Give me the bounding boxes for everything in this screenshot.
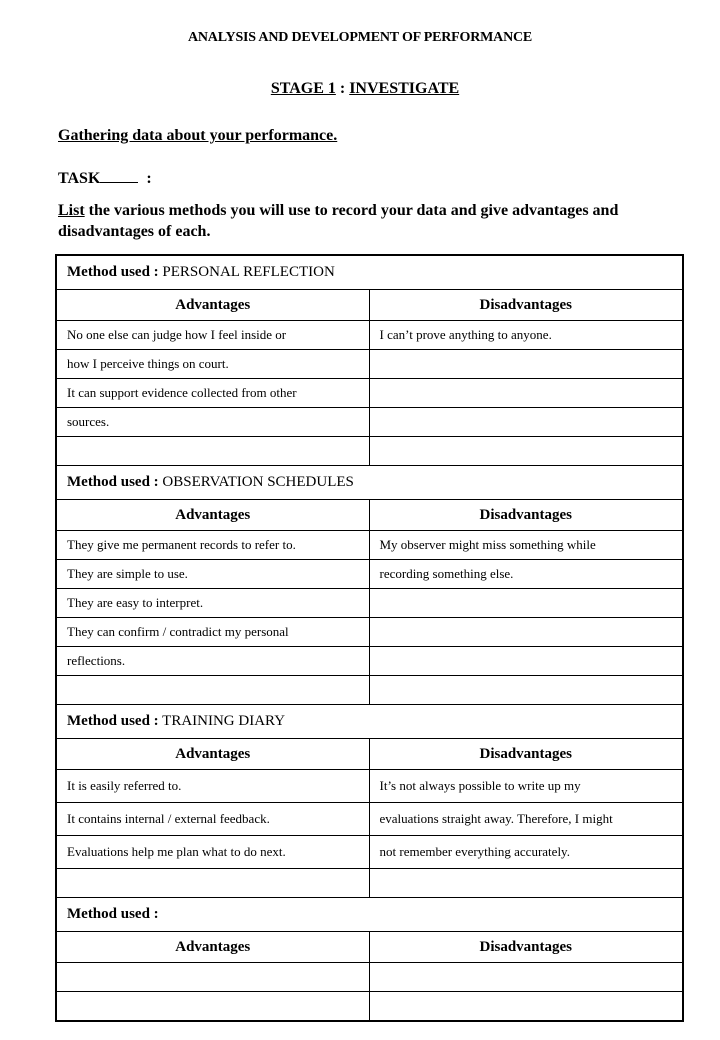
advantage-cell: They are simple to use. xyxy=(56,560,369,589)
task-number-blank xyxy=(100,168,138,183)
table-row xyxy=(56,770,683,803)
table-row xyxy=(56,963,683,992)
stage-name: INVESTIGATE xyxy=(349,80,460,97)
disadvantages-header: Disadvantages xyxy=(369,290,683,321)
table-row xyxy=(56,437,683,466)
method-name: PERSONAL REFLECTION xyxy=(162,264,335,280)
column-header-row xyxy=(56,932,683,963)
disadvantage-cell xyxy=(369,992,683,1022)
advantage-cell: reflections. xyxy=(56,647,369,676)
instruction-rest: the various methods you will use to record your data and give advantages and disadvantages of each. xyxy=(58,202,619,240)
stage-heading xyxy=(0,80,720,98)
table-row xyxy=(56,618,683,647)
disadvantage-cell: My observer might miss something while xyxy=(369,531,683,560)
method-name: TRAINING DIARY xyxy=(162,713,286,729)
disadvantage-cell xyxy=(369,589,683,618)
method-row xyxy=(56,898,683,932)
table-row xyxy=(56,647,683,676)
method-name: OBSERVATION SCHEDULES xyxy=(162,474,354,490)
column-header-row xyxy=(56,500,683,531)
advantages-header: Advantages xyxy=(56,932,369,963)
advantages-header: Advantages xyxy=(56,500,369,531)
table-row xyxy=(56,992,683,1022)
advantage-cell: No one else can judge how I feel inside or xyxy=(56,321,369,350)
advantage-cell xyxy=(56,992,369,1022)
disadvantage-cell: recording something else. xyxy=(369,560,683,589)
table-row xyxy=(56,408,683,437)
advantage-cell xyxy=(56,869,369,898)
disadvantage-cell xyxy=(369,869,683,898)
advantage-cell: They are easy to interpret. xyxy=(56,589,369,618)
disadvantage-cell xyxy=(369,676,683,705)
disadvantage-cell: It’s not always possible to write up my xyxy=(369,770,683,803)
table-row xyxy=(56,676,683,705)
table-row xyxy=(56,803,683,836)
method-label: Method used : xyxy=(67,474,159,490)
stage-label: STAGE 1 xyxy=(270,80,336,97)
disadvantages-header: Disadvantages xyxy=(369,739,683,770)
advantage-cell xyxy=(56,963,369,992)
task-colon: : xyxy=(146,170,152,187)
method-row xyxy=(56,466,683,500)
disadvantage-cell xyxy=(369,437,683,466)
table-row xyxy=(56,379,683,408)
method-cell xyxy=(56,898,683,932)
table-row xyxy=(56,531,683,560)
method-cell xyxy=(56,255,683,290)
instruction-keyword: List xyxy=(58,202,85,219)
method-row xyxy=(56,705,683,739)
stage-separator: : xyxy=(335,80,350,97)
advantage-cell: how I perceive things on court. xyxy=(56,350,369,379)
disadvantage-cell xyxy=(369,350,683,379)
method-row xyxy=(56,255,683,290)
advantage-cell: sources. xyxy=(56,408,369,437)
method-label: Method used : xyxy=(67,713,159,729)
task-line xyxy=(58,168,152,188)
advantage-cell: It is easily referred to. xyxy=(56,770,369,803)
column-header-row xyxy=(56,739,683,770)
disadvantage-cell: I can’t prove anything to anyone. xyxy=(369,321,683,350)
method-label: Method used : xyxy=(67,264,159,280)
method-cell xyxy=(56,705,683,739)
task-label: TASK xyxy=(58,170,101,187)
table-row xyxy=(56,560,683,589)
methods-table-body xyxy=(56,255,683,1021)
table-row xyxy=(56,589,683,618)
advantage-cell: They can confirm / contradict my personal xyxy=(56,618,369,647)
table-row xyxy=(56,836,683,869)
advantage-cell xyxy=(56,676,369,705)
disadvantage-cell xyxy=(369,379,683,408)
advantage-cell: Evaluations help me plan what to do next. xyxy=(56,836,369,869)
method-label: Method used : xyxy=(67,906,159,922)
subtitle: Gathering data about your performance. xyxy=(58,127,338,144)
method-cell xyxy=(56,466,683,500)
disadvantages-header: Disadvantages xyxy=(369,500,683,531)
advantage-cell: It contains internal / external feedback. xyxy=(56,803,369,836)
advantage-cell: It can support evidence collected from other xyxy=(56,379,369,408)
document-title: ANALYSIS AND DEVELOPMENT OF PERFORMANCE xyxy=(187,30,533,45)
advantages-header: Advantages xyxy=(56,290,369,321)
table-row xyxy=(56,869,683,898)
disadvantage-cell xyxy=(369,408,683,437)
disadvantage-cell: not remember everything accurately. xyxy=(369,836,683,869)
advantage-cell: They give me permanent records to refer to. xyxy=(56,531,369,560)
disadvantage-cell: evaluations straight away. Therefore, I might xyxy=(369,803,683,836)
table-row xyxy=(56,321,683,350)
instruction-text xyxy=(58,200,698,242)
table-row xyxy=(56,350,683,379)
disadvantage-cell xyxy=(369,647,683,676)
methods-table xyxy=(55,254,684,1022)
advantages-header: Advantages xyxy=(56,739,369,770)
column-header-row xyxy=(56,290,683,321)
disadvantage-cell xyxy=(369,618,683,647)
disadvantages-header: Disadvantages xyxy=(369,932,683,963)
disadvantage-cell xyxy=(369,963,683,992)
advantage-cell xyxy=(56,437,369,466)
